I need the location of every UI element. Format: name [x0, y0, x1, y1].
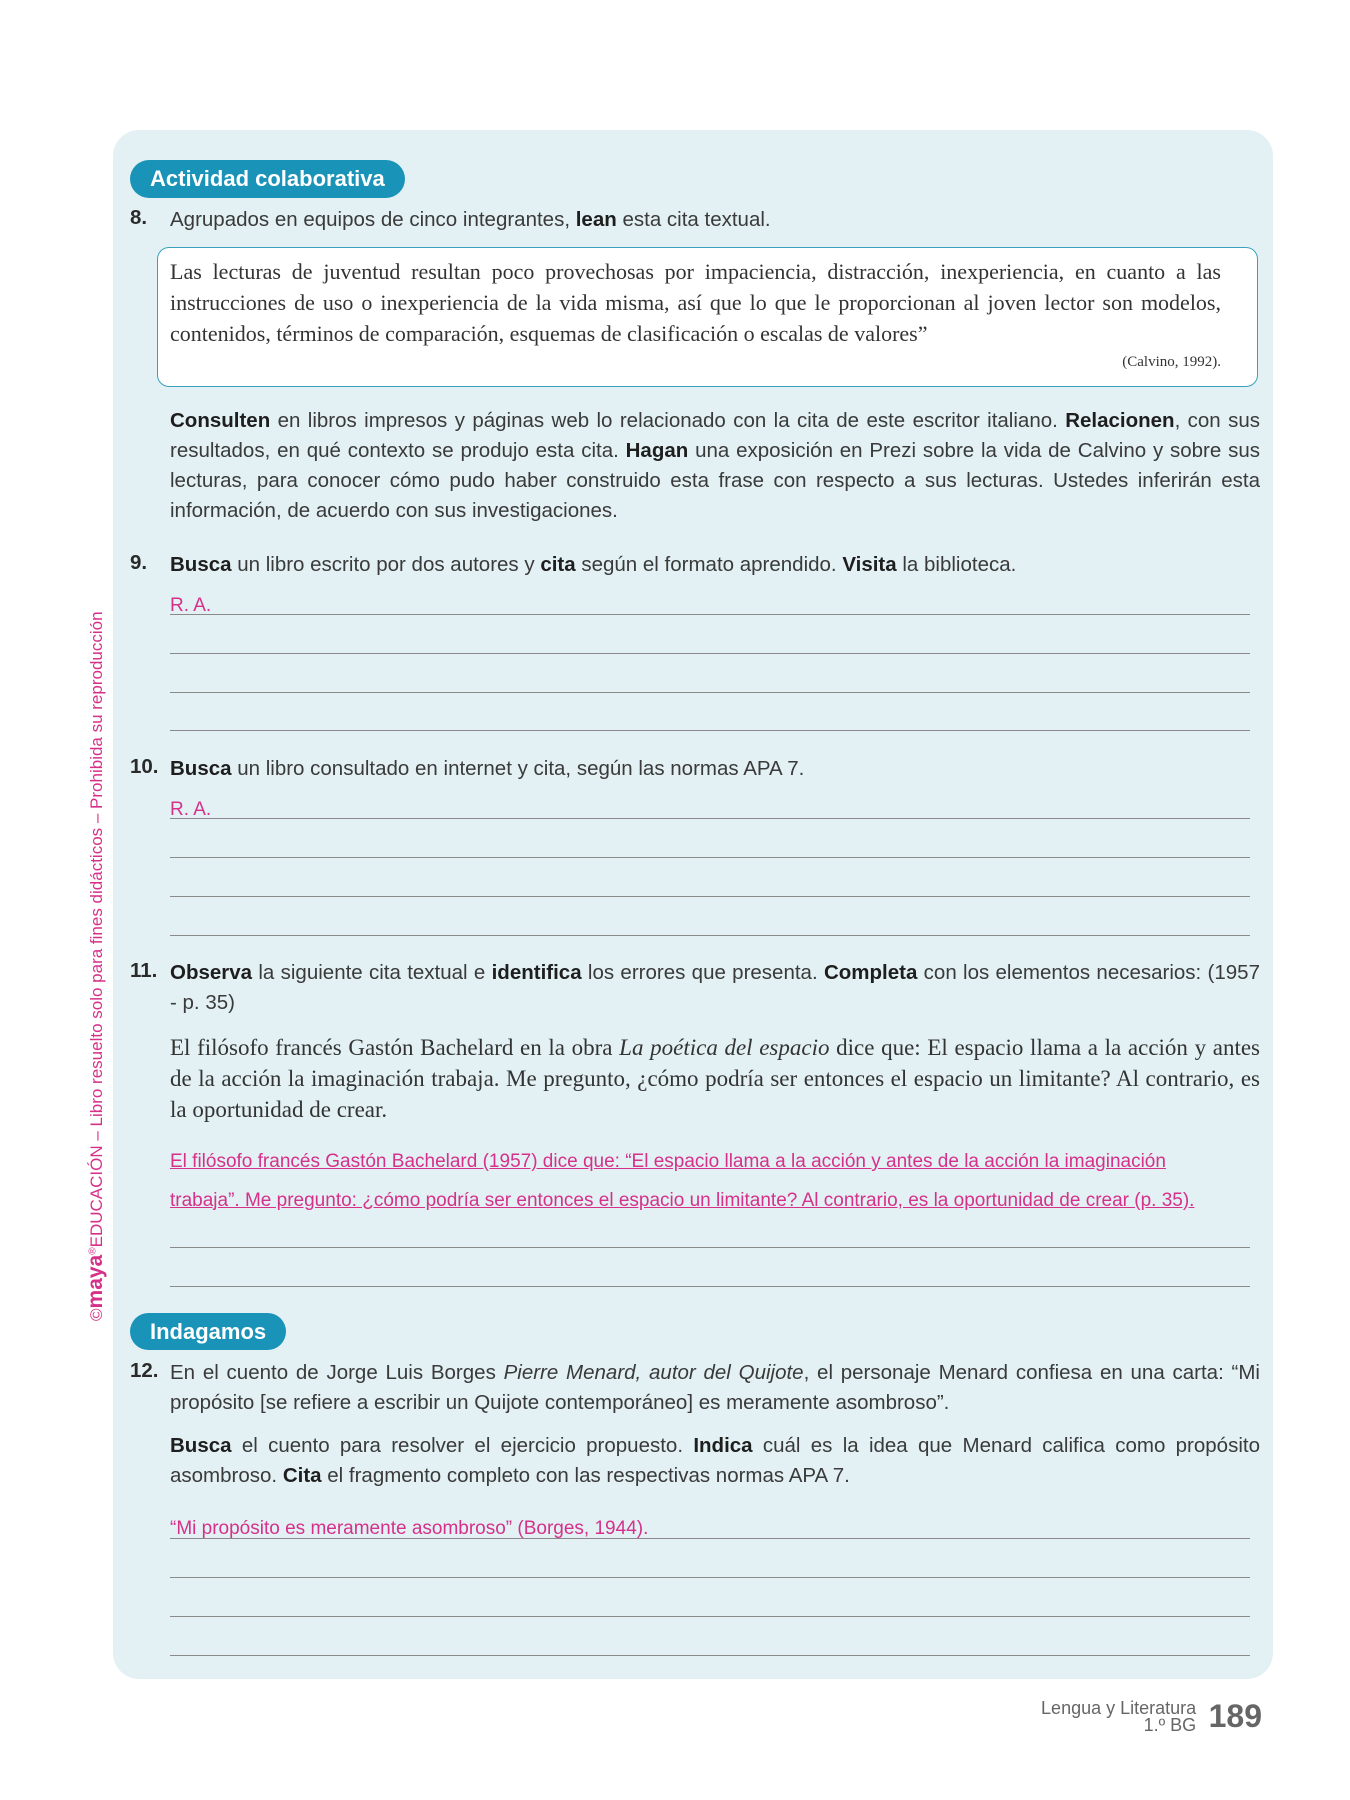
- answer-text: R. A.: [170, 799, 212, 820]
- quote-text: Las lecturas de juventud resultan poco provechosas por impaciencia, distracción, inexperiencia, en cuanto a las instrucciones de uso o inexperiencia de la vida misma, así que lo que le proporcionan al joven lector son modelos, contenidos, términos de comparación, esquemas de clasificación o escalas de valores”: [170, 259, 1221, 346]
- answer-line[interactable]: [170, 1655, 1250, 1656]
- answer-line[interactable]: [170, 692, 1250, 693]
- answer-line1: El filósofo francés Gastón Bachelard (1957) dice que: “El espacio llama a la acción y antes de la acción la imaginación: [170, 1151, 1166, 1172]
- item-number: 8.: [130, 206, 148, 229]
- brand-logo: maya: [84, 1254, 107, 1309]
- answer-text: “Mi propósito es meramente asombroso” (Borges, 1944).: [170, 1518, 649, 1539]
- answer-line[interactable]: [170, 935, 1250, 936]
- page-number: 189: [1208, 1698, 1262, 1734]
- item11-quote: El filósofo francés Gastón Bachelard en la obra La poética del espacio dice que: El espacio llama a la acción y antes de la acción la imaginación trabaja. Me pregunto, ¿cómo podría ser entonces el espacio un limitante? Al contrario, es la oportunidad de crear.: [170, 1035, 1260, 1122]
- item12-instruction: Busca el cuento para resolver el ejercicio propuesto. Indica cuál es la idea que Menard califica como propósito asombroso. Cita el fragmento completo con las respectivas normas APA 7.: [170, 1434, 1260, 1487]
- item8-instruction: Agrupados en equipos de cinco integrantes, lean esta cita textual.: [170, 208, 771, 231]
- item-number: 9.: [130, 551, 148, 574]
- item11-instruction: Observa la siguiente cita textual e identifica los errores que presenta. Completa con los elementos necesarios: (1957 - p. 35): [170, 961, 1260, 1014]
- answer-line2: trabaja”. Me pregunto: ¿cómo podría ser entonces el espacio un limitante? Al contrario, es la oportunidad de crear (p. 35).: [170, 1190, 1195, 1211]
- item-number: 11.: [130, 959, 158, 982]
- registered-mark: ®: [87, 1247, 99, 1255]
- item8-paragraph: Consulten en libros impresos y páginas web lo relacionado con la cita de este escritor italiano. Relacionen, con sus resultados, en qué contexto se produjo esta cita. Hagan una exposición en Prezi sobre la vida de Calvino y sobre sus lecturas, para conocer cómo pudo haber construido esta frase con respecto a sus lecturas. Ustedes inferirán esta información, de acuerdo con sus investigaciones.: [170, 409, 1260, 522]
- item9-instruction: Busca un libro escrito por dos autores y cita según el formato aprendido. Visita la biblioteca.: [170, 553, 1017, 576]
- footer-subject: Lengua y Literatura: [1041, 1698, 1197, 1718]
- answer-line[interactable]: [170, 614, 1250, 615]
- answer-line[interactable]: [170, 1247, 1250, 1248]
- quote-citation: (Calvino, 1992).: [1122, 354, 1221, 370]
- section-badge-collaborative: Actividad colaborativa: [130, 160, 405, 198]
- answer-line[interactable]: [170, 1538, 1250, 1539]
- page-footer: [1041, 1700, 1262, 1734]
- copyright-note: [84, 611, 108, 1321]
- item-number: 12.: [130, 1359, 159, 1382]
- answer-line[interactable]: [170, 1577, 1250, 1578]
- answer-line[interactable]: [170, 653, 1250, 654]
- answer-line[interactable]: [170, 1286, 1250, 1287]
- answer-line[interactable]: [170, 818, 1250, 819]
- section-badge-indagamos: Indagamos: [130, 1313, 286, 1350]
- answer-line[interactable]: [170, 896, 1250, 897]
- item-number: 10.: [130, 755, 159, 778]
- answer-line[interactable]: [170, 1616, 1250, 1617]
- answer-line[interactable]: [170, 857, 1250, 858]
- copyright-symbol: ©: [87, 1308, 106, 1321]
- footer-grade: 1.º BG: [1143, 1715, 1197, 1735]
- quote-box: [157, 247, 1258, 387]
- answer-line[interactable]: [170, 730, 1250, 731]
- note-text: EDUCACIÓN – Libro resuelto solo para fines didácticos – Prohibida su reproducción: [87, 611, 106, 1248]
- item10-instruction: Busca un libro consultado en internet y cita, según las normas APA 7.: [170, 757, 805, 780]
- answer-text: R. A.: [170, 595, 212, 616]
- item12-intro: En el cuento de Jorge Luis Borges Pierre Menard, autor del Quijote, el personaje Menard confiesa en una carta: “Mi propósito [se refiere a escribir un Quijote contemporáneo] es meramente asombroso”.: [170, 1361, 1260, 1414]
